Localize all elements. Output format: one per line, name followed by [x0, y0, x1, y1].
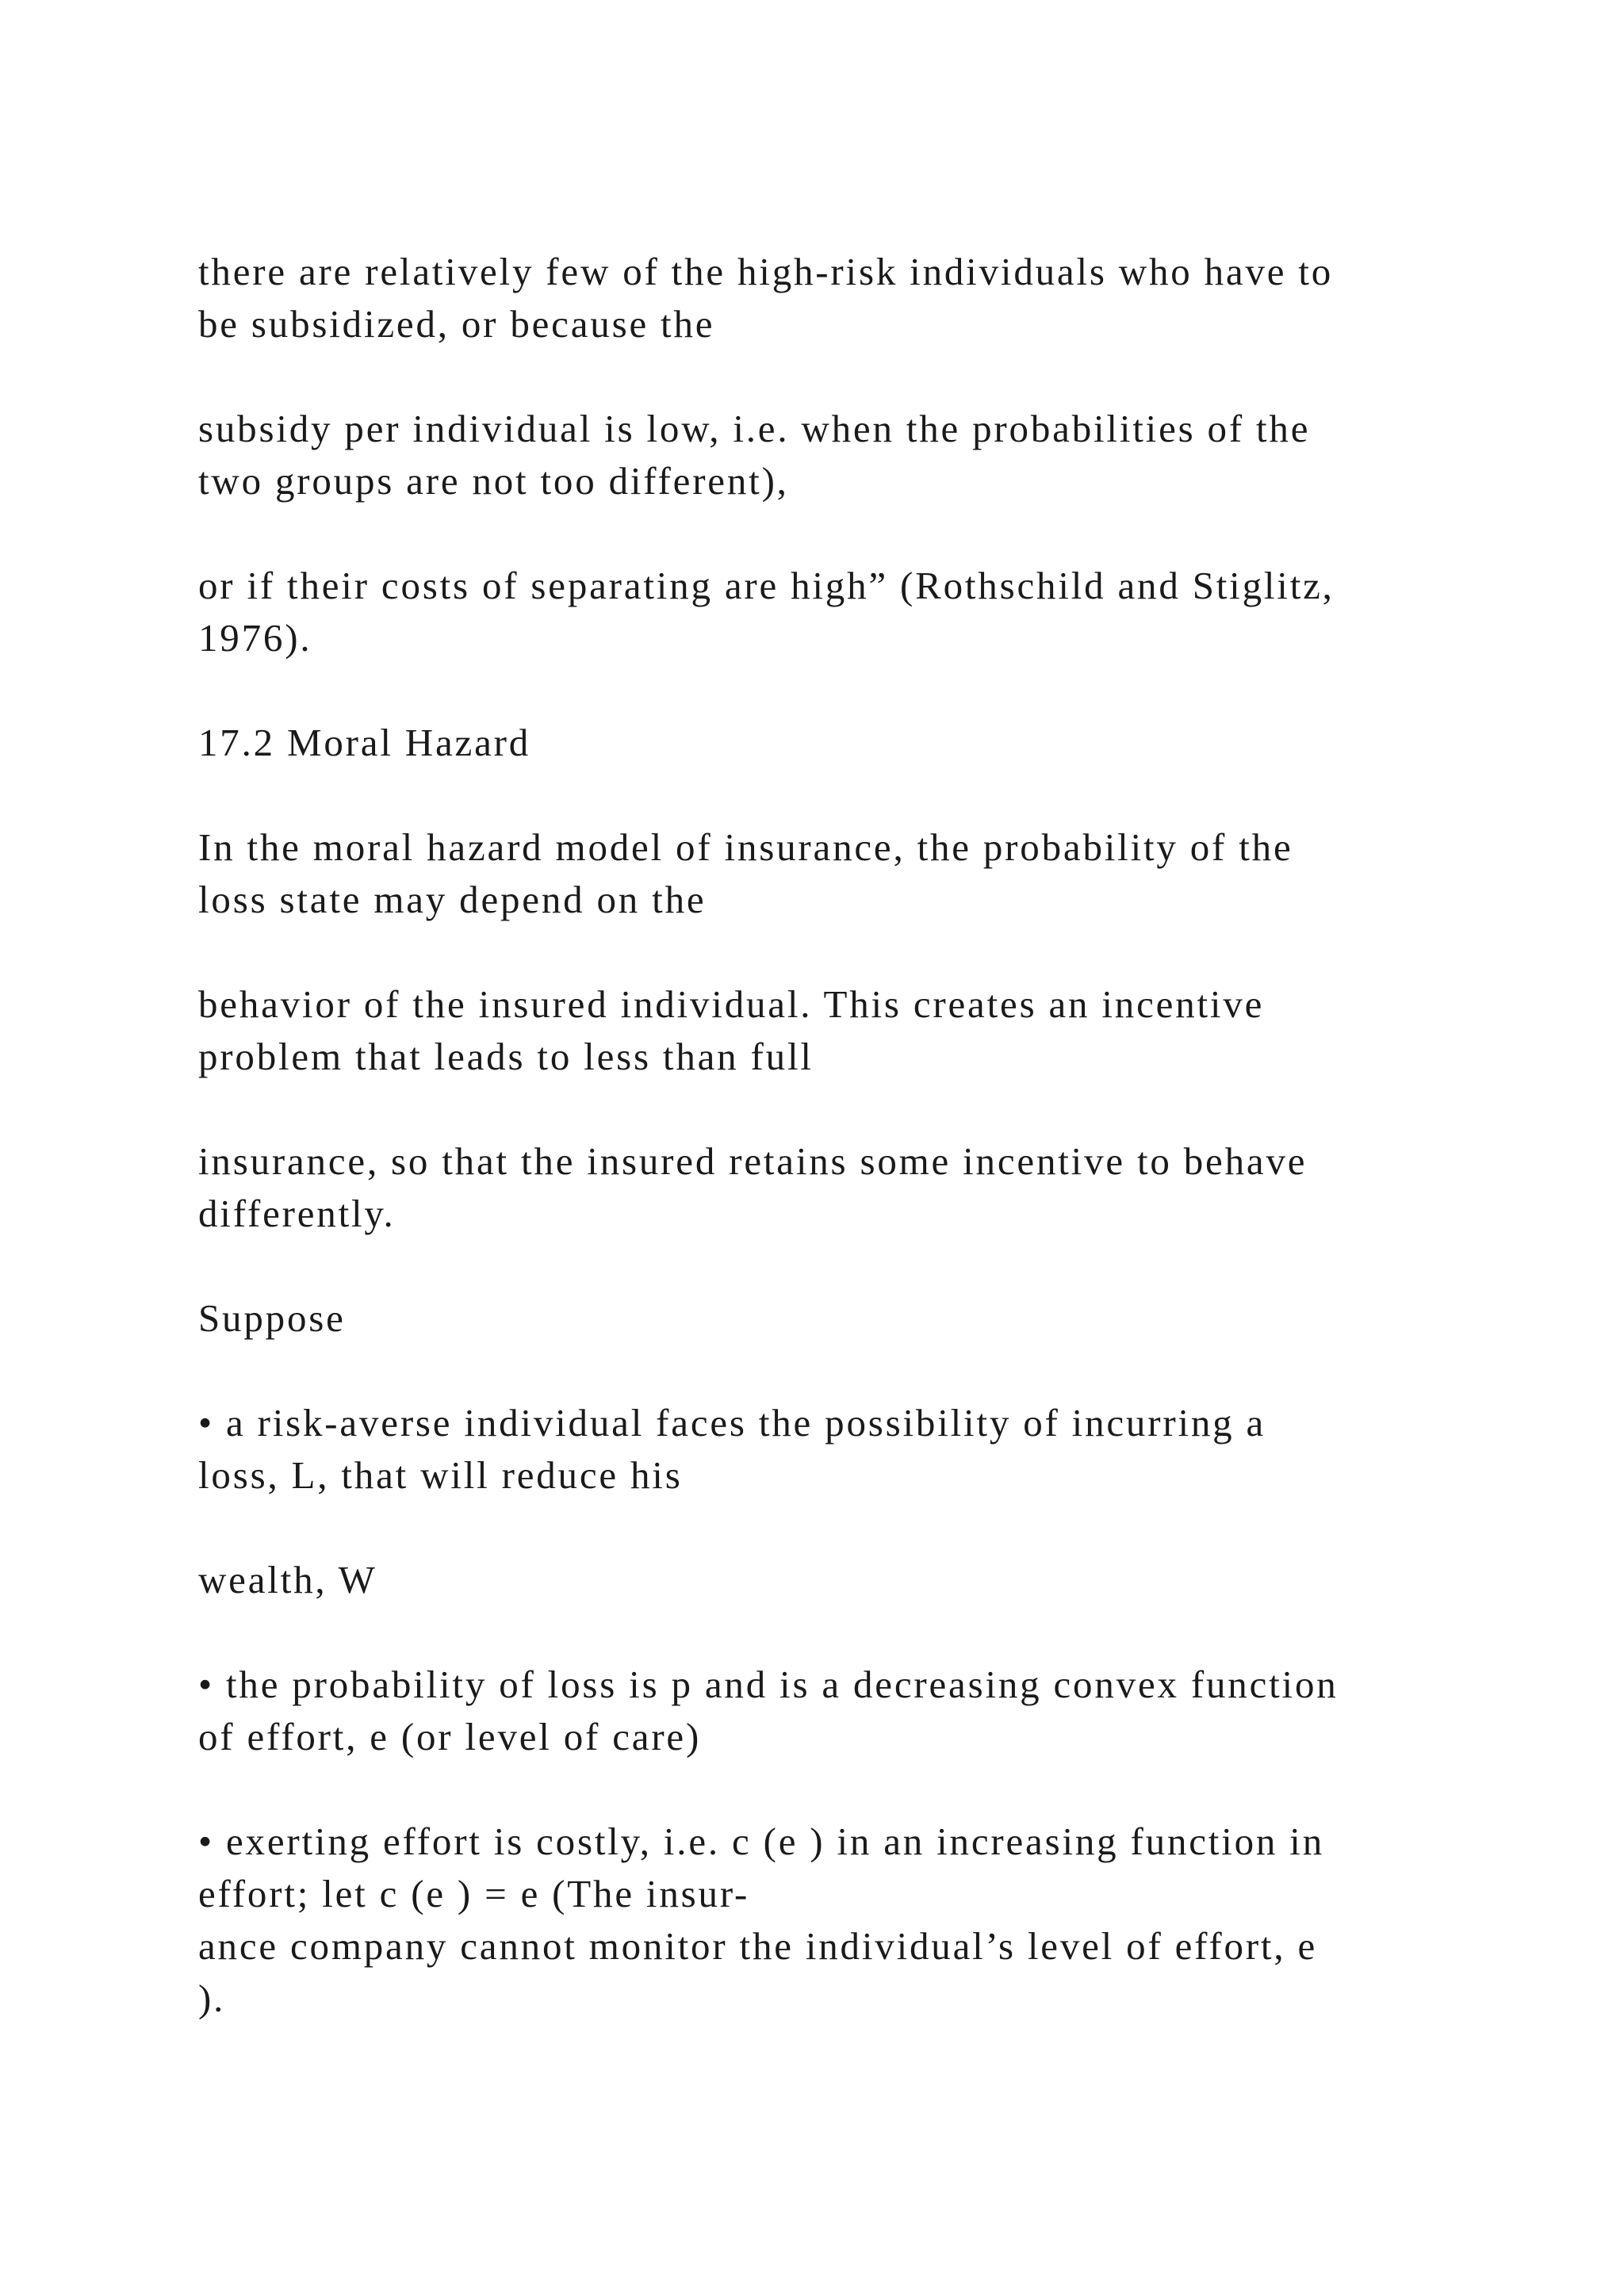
- paragraph-suppose: Suppose: [198, 1296, 346, 1340]
- bullet-effort-cost: • exerting effort is costly, i.e. c (e ) in an increasing function in effort; let c (e ) = e (The insur- ance company cannot monitor the individual’s level of effort, e ).: [198, 1820, 1324, 2020]
- document-page: [198, 246, 1435, 2077]
- bullet-risk-averse: • a risk-averse individual faces the possibility of incurring a loss, L, that will reduce his: [198, 1401, 1266, 1497]
- bullet-probability-of-loss: • the probability of loss is p and is a decreasing convex function of effort, e (or level of care): [198, 1663, 1339, 1758]
- paragraph-wealth: wealth, W: [198, 1558, 377, 1601]
- section-heading: 17.2 Moral Hazard: [198, 721, 531, 764]
- paragraph-citation: or if their costs of separating are high” (Rothschild and Stiglitz, 1976).: [198, 564, 1335, 660]
- paragraph-subsidy-intro: there are relatively few of the high-risk individuals who have to be subsidized, or because the: [198, 250, 1334, 346]
- paragraph-insurance-incentive: insurance, so that the insured retains some incentive to behave differently.: [198, 1139, 1308, 1235]
- paragraph-incentive-problem: behavior of the insured individual. This creates an incentive problem that leads to less than full: [198, 982, 1265, 1078]
- paragraph-subsidy-low: subsidy per individual is low, i.e. when the probabilities of the two groups are not too different),: [198, 407, 1311, 503]
- paragraph-moral-hazard-model: In the moral hazard model of insurance, the probability of the loss state may depend on the: [198, 825, 1293, 921]
